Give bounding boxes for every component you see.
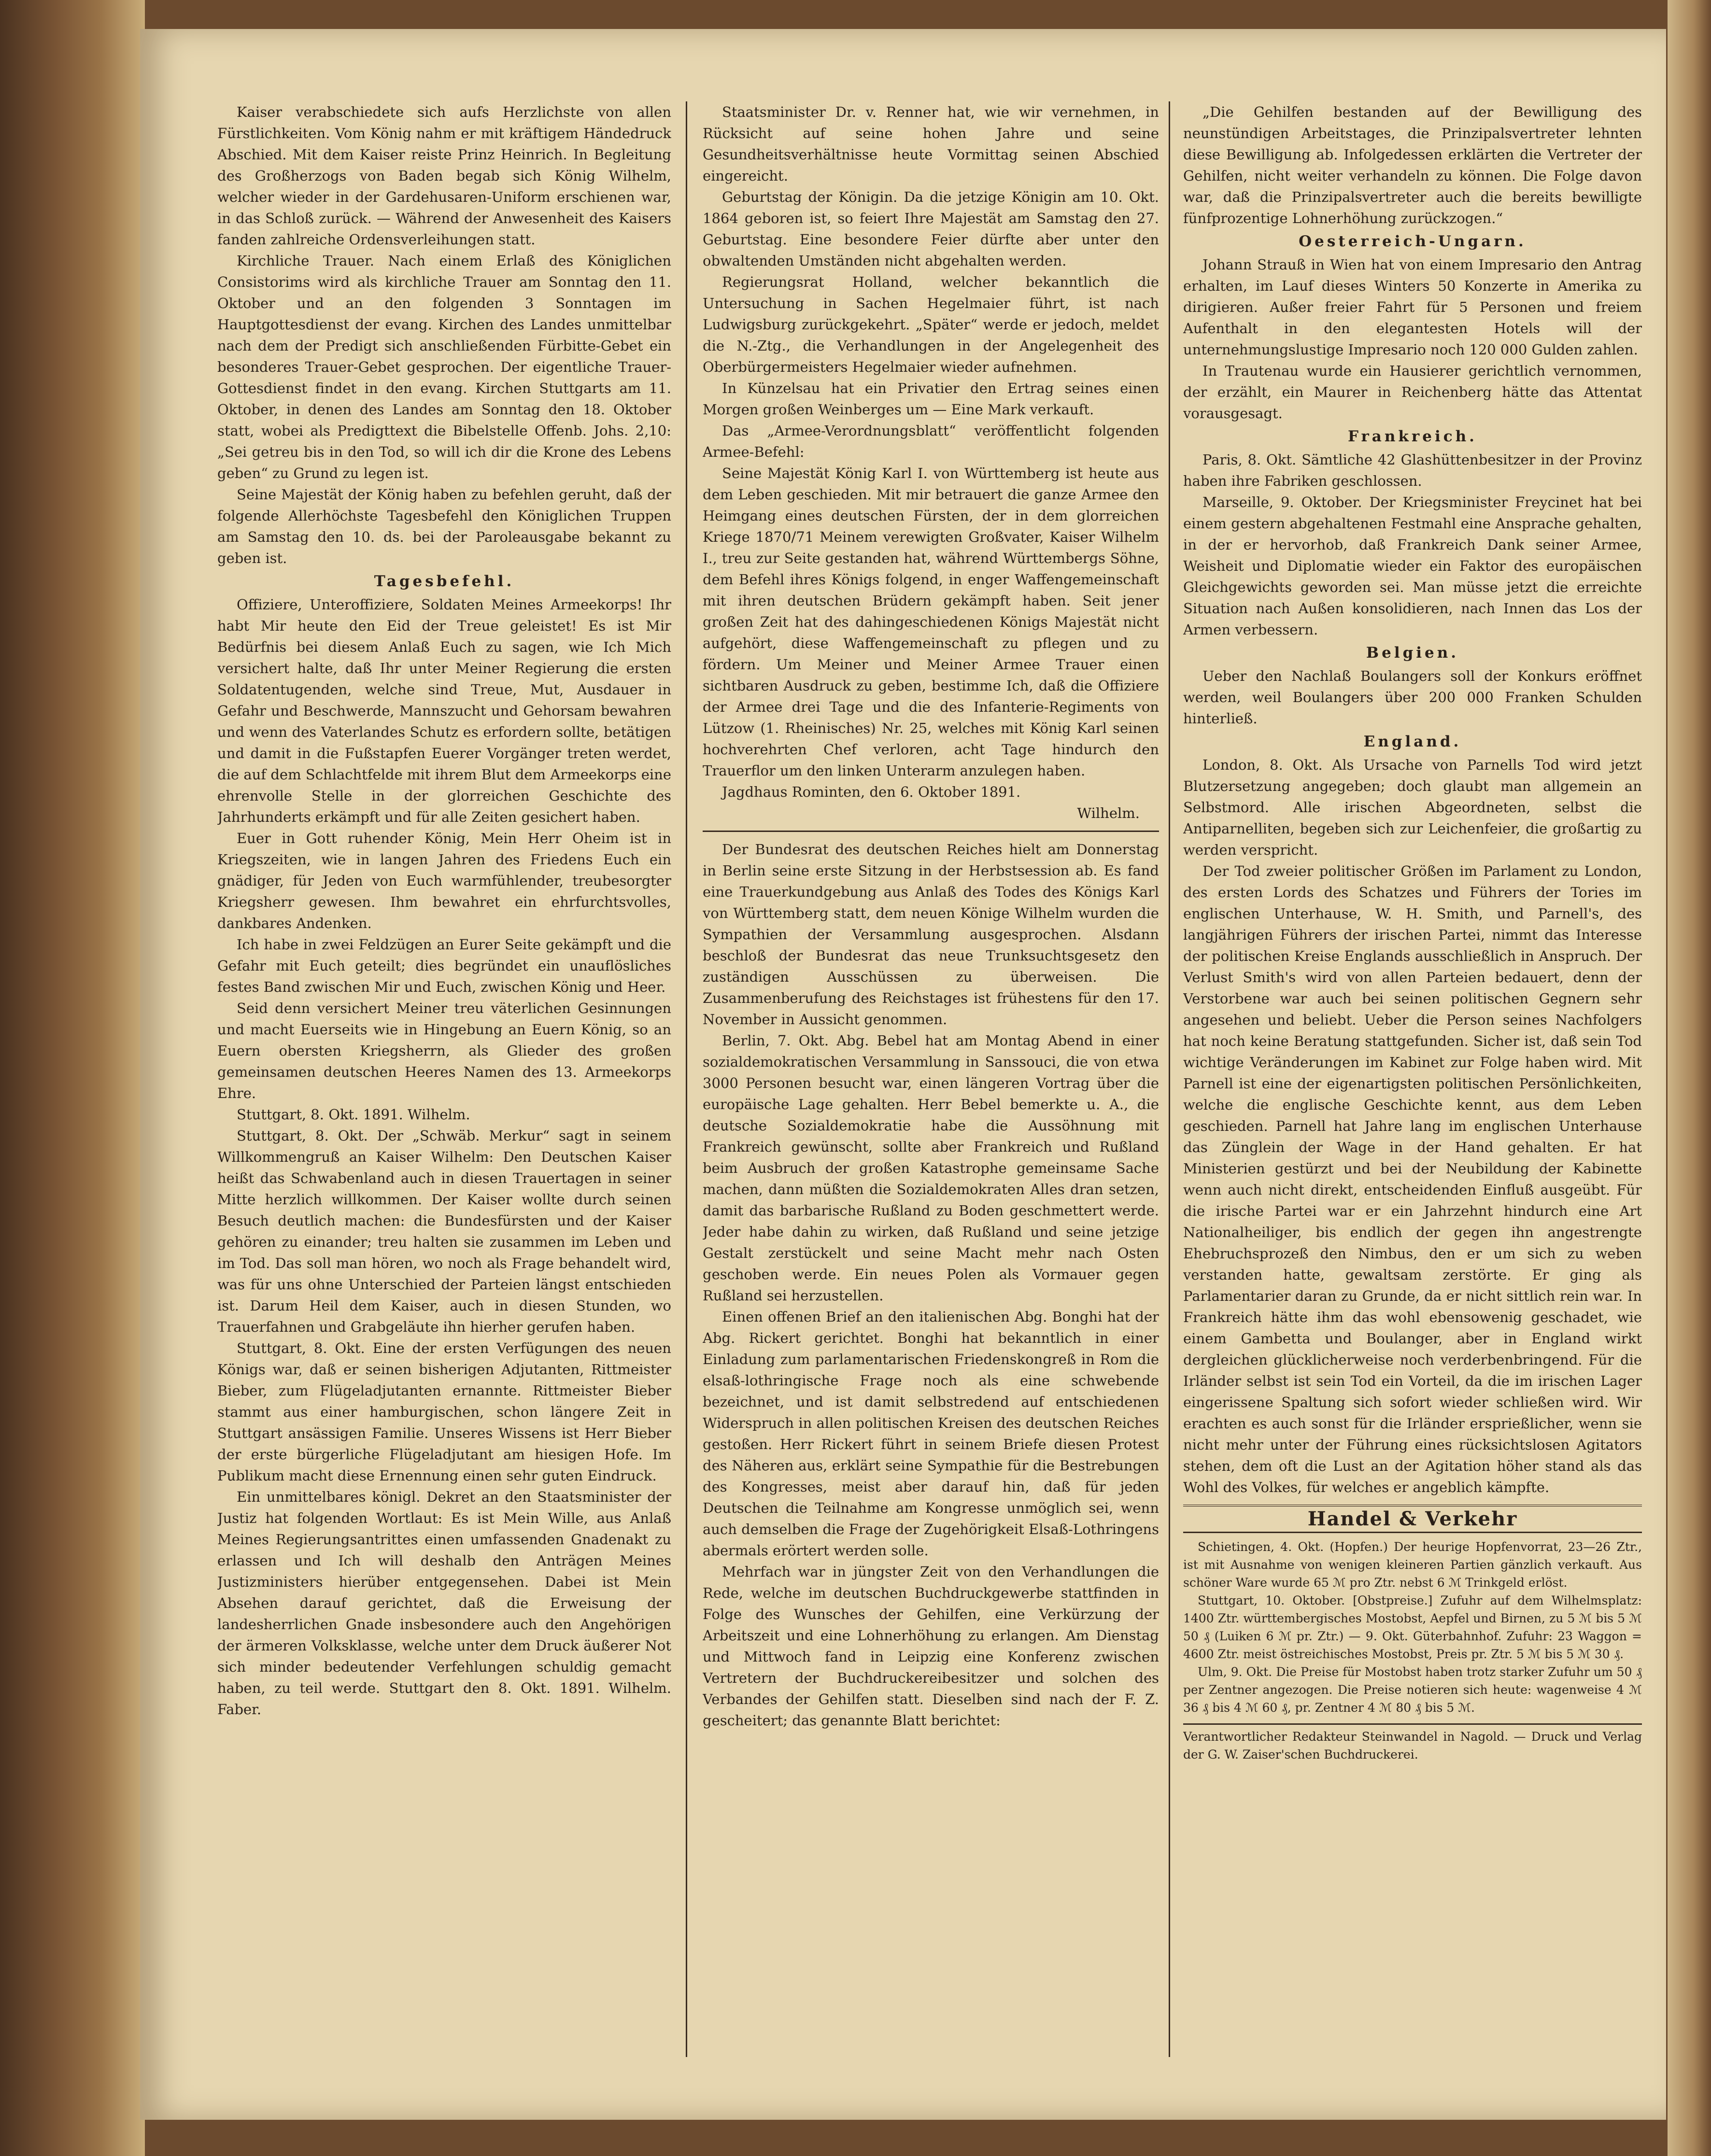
section-heading: Tagesbefehl.	[374, 573, 515, 590]
section-heading-handel: Handel & Verkehr	[1183, 1505, 1642, 1533]
market-report: Ulm, 9. Okt. Die Preise für Mostobst haben trotz starker Zufuhr um 50 ₰ per Zentner angezogen. Die Preise notieren sich heute: wagenweise 4 ℳ 36 ₰ bis 4 ℳ 60 ₰, pr. Zentner 4 ℳ 80 ₰ bis 5 ℳ.	[1183, 1665, 1642, 1715]
market-reports	[1183, 1538, 1642, 1717]
article-paragraph: Regierungsrat Holland, welcher bekanntlich die Untersuchung in Sachen Hegelmaier führt, ist nach Ludwigsburg zurückgekehrt. „Später“ werde er jedoch, meldet die N.-Ztg., die Verhandlungen in der Angelegenheit des Oberbürgermeisters Hegelmaier wieder aufnehmen.	[703, 274, 1159, 375]
book-binding-edge	[0, 0, 145, 2156]
article-paragraph: Marseille, 9. Oktober. Der Kriegsminister Freycinet hat bei einem gestern abgehaltenen Festmahl eine Ansprache gehalten, in der er hervorhob, daß Frankreich Dank seiner Armee, Weisheit und Diplomatie wieder ein Faktor des europäischen Gleichgewichts geworden sei. Man müsse jetzt die erreichte Situation nach Außen konsolidieren, nach Innen das Los der Armen verbessern.	[1183, 494, 1642, 638]
column-right	[1183, 101, 1642, 2043]
article-paragraph: Seine Majestät der König haben zu befehlen geruht, daß der folgende Allerhöchste Tagesbefehl den Königlichen Truppen am Samstag den 10. ds. bei der Paroleausgabe bekannt zu geben ist.	[217, 486, 671, 566]
divider	[703, 831, 1159, 832]
column-rule	[1169, 101, 1170, 2057]
article-paragraph: Der Bundesrat des deutschen Reiches hielt am Donnerstag in Berlin seine erste Sitzung in der Herbstsession ab. Es fand eine Trauerkundgebung aus Anlaß des Todes des Königs Karl von Württemberg statt, dem neuen Könige Wilhelm wurden die Sympathien der Versammlung ausgesprochen. Alsdann beschloß der Bundesrat das neue Trunksuchtsgesetz den zuständigen Ausschüssen zu überweisen. Die Zusammenberufung des Reichstages ist frühestens für den 17. November in Aussicht genommen.	[703, 841, 1159, 1028]
article-paragraph: „Die Gehilfen bestanden auf der Bewilligung des neunstündigen Arbeitstages, die Prinzipalsvertreter lehnten diese Bewilligung ab. Infolgedessen erklärten die Vertreter der Gehilfen, nicht weiter verhandeln zu können. Die Folge davon war, daß die Prinzipalsvertreter auch die bereits bewilligte fünfprozentige Lohnerhöhung zurückzogen.“	[1183, 104, 1642, 226]
article-paragraph: Ueber den Nachlaß Boulangers soll der Konkurs eröffnet werden, weil Boulangers über 200 000 Franken Schulden hinterließ.	[1183, 668, 1642, 727]
article-paragraph: In Trautenau wurde ein Hausierer gerichtlich vernommen, der erzählt, ein Maurer in Reichenberg hätte das Attentat vorausgesagt.	[1183, 363, 1642, 422]
article-paragraph: Stuttgart, 8. Okt. Der „Schwäb. Merkur“ sagt in seinem Willkommengruß an Kaiser Wilhelm: Den Deutschen Kaiser heißt das Schwabenland auch in diesen Trauertagen in seiner Mitte herzlich willkommen. Der Kaiser wollte durch seinen Besuch deutlich machen: die Bundesfürsten und der Kaiser gehören zu einander; treu halten sie zusammen im Leben und im Tod. Das soll man hören, wo noch als Frage behandelt wird, was für uns ohne Unterschied der Parteien längst entschieden ist. Darum Heil dem Kaiser, auch in diesen Stunden, wo Trauerfahnen und Grabgeläute ihn hierher gerufen haben.	[217, 1127, 671, 1335]
section-heading: Oesterreich-Ungarn.	[1299, 233, 1527, 250]
article-paragraph: Einen offenen Brief an den italienischen Abg. Bonghi hat der Abg. Rickert gerichtet. Bonghi hat bekanntlich in einer Einladung zum parlamentarischen Friedenskongreß in Rom die elsaß-lothringische Frage noch als eine schwebende bezeichnet, und ist damit selbstredend auf entschiedenen Widerspruch in allen politischen Kreisen des deutschen Reiches gestoßen. Herr Rickert führt in seinem Briefe diesen Protest des Näheren aus, erklärt seine Sympathie für die Bestrebungen des Kongresses, meist aber darauf hin, daß für jeden Deutschen die Teilnahme am Kongresse unmöglich sei, wenn auch demselben die Frage der Zugehörigkeit Elsaß-Lothringens abermals erörtert werden solle.	[703, 1309, 1159, 1559]
article-paragraph: Seine Majestät König Karl I. von Württemberg ist heute aus dem Leben geschieden. Mit mir betrauert die ganze Armee den Heimgang eines deutschen Fürsten, der in dem glorreichen Kriege 1870/71 Meinem verewigten Großvater, Kaiser Wilhelm I., treu zur Seite gestanden hat, während Württembergs Söhne, dem Befehl ihres Königs folgend, in enger Waffengemeinschaft mit ihren deutschen Brüdern gekämpft haben. Seit jener großen Zeit hat des dahingeschiedenen Königs Majestät nicht aufgehört, diese Waffengemeinschaft zu pflegen und zu fördern. Um Meiner und Meiner Armee Trauer einen sichtbaren Ausdruck zu geben, bestimme Ich, daß die Offiziere der Armee drei Tage und die des Infanterie-Regiments von Lützow (1. Rheinisches) Nr. 25, welches mit König Karl seinen hochverehrten Chef verloren, acht Tage hindurch den Trauerflor um den linken Unterarm anzulegen haben.	[703, 465, 1159, 779]
article-paragraph: Jagdhaus Rominten, den 6. Oktober 1891.	[722, 784, 1021, 800]
article-paragraph: Staatsminister Dr. v. Renner hat, wie wir vernehmen, in Rücksicht auf seine hohen Jahre und seine Gesundheitsverhältnisse heute Vormittag seinen Abschied eingereicht.	[703, 104, 1159, 184]
article-paragraph: London, 8. Okt. Als Ursache von Parnells Tod wird jetzt Blutzersetzung angegeben; doch glaubt man allgemein an Selbstmord. Alle irischen Abgeordneten, selbst die Antiparnelliten, begeben sich zur Leichenfeier, die großartig zu werden verspricht.	[1183, 757, 1642, 858]
article-paragraph: Paris, 8. Okt. Sämtliche 42 Glashüttenbesitzer in der Provinz haben ihre Fabriken geschlossen.	[1183, 451, 1642, 489]
article-paragraph: Das „Armee-Verordnungsblatt“ veröffentlicht folgenden Armee-Befehl:	[703, 423, 1159, 460]
market-report: Schietingen, 4. Okt. (Hopfen.) Der heurige Hopfenvorrat, 23—26 Ztr., ist mit Ausnahme von wenigen kleineren Partien gänzlich verkauft. Aus schöner Ware wurde 65 ℳ pro Ztr. nebst 6 ℳ Trinkgeld erlöst.	[1183, 1540, 1642, 1590]
article-paragraph: Mehrfach war in jüngster Zeit von den Verhandlungen die Rede, welche im deutschen Buchdruckgewerbe stattfinden in Folge des Wunsches der Gehilfen, eine Verkürzung der Arbeitszeit und eine Lohnerhöhung zu erlangen. Am Dienstag und Mittwoch fand in Leipzig eine Konferenz zwischen Vertretern der Buchdruckereibesitzer und solchen des Verbandes der Gehilfen statt. Dieselben sind nach der F. Z. gescheitert; das genannte Blatt berichtet:	[703, 1564, 1159, 1729]
column-left	[217, 101, 671, 2043]
article-paragraph: Kaiser verabschiedete sich aufs Herzlichste von allen Fürstlichkeiten. Vom König nahm er mit kräftigem Händedruck Abschied. Mit dem Kaiser reiste Prinz Heinrich. In Begleitung des Großherzogs von Baden begab sich König Wilhelm, welcher wieder in der Gardehusaren-Uniform erschienen war, in das Schloß zurück. — Während der Anwesenheit des Kaisers fanden zahlreiche Ordensverleihungen statt.	[217, 104, 671, 248]
article-paragraph: Der Tod zweier politischer Größen im Parlament zu London, des ersten Lords des Schatzes und Führers der Tories im englischen Unterhause, W. H. Smith, und Parnell's, des langjährigen Führers der irischen Partei, nimmt das Interesse der politischen Kreise Englands ausschließlich in Anspruch. Der Verlust Smith's wird von allen Parteien bedauert, denn der Verstorbene war auch bei seinen politischen Gegnern sehr angesehen und beliebt. Ueber die Person seines Nachfolgers hat noch keine Beratung stattgefunden. Sicher ist, daß sein Tod wichtige Veränderungen im Kabinet zur Folge haben wird. Mit Parnell ist eine der eigenartigsten politischen Persönlichkeiten, welche die englische Geschichte kennt, aus dem Leben geschieden. Parnell hat Jahre lang im englischen Unterhause das Zünglein der Wage in der Hand gehalten. Er hat Ministerien gestürzt und bei der Neubildung der Kabinette wenn auch nicht direkt, entscheidenden Einfluß ausgeübt. Für die irische Partei war er ein Jahrzehnt hindurch eine Art Nationalheiliger, bis endlich der gegen ihn angestrengte Ehebruchsprozeß den Nimbus, den er um sich zu weben verstanden hatte, gewaltsam zerstörte. Er ging als Parlamentarier daran zu Grunde, da er nicht sittlich rein war. In Frankreich hätte ihm das wohl ebensowenig geschadet, wie einem Gambetta und Boulanger, aber in England wirkt dergleichen glücklicherweise noch verderbenbringend. Für die Irländer selbst ist sein Tod ein Vorteil, da die im irischen Lager eingerissene Spaltung sich sofort wieder schließen wird. Wir erachten es auch sonst für die Irländer ersprießlicher, wenn sie nicht mehr unter der Führung eines rücksichtslosen Agitators stehen, dem oft die Lust an der Agitation höher stand als das Wohl des Volkes, für welches er angeblich kämpfte.	[1183, 863, 1642, 1495]
article-paragraph: Kirchliche Trauer. Nach einem Erlaß des Königlichen Consistorims wird als kirchliche Trauer am Sonntag den 11. Oktober und an den folgenden 3 Sonntagen im Hauptgottesdienst der evang. Kirchen des Landes unmittelbar nach dem der Predigt sich anschließenden Fürbitte-Gebet ein besonderes Trauer-Gebet gesprochen. Der eigentliche Trauer-Gottesdienst findet in den evang. Kirchen Stuttgarts am 11. Oktober, in denen des Landes am Sonntag den 18. Oktober statt, wobei als Predigttext die Bibelstelle Offenb. Johs. 2,10: „Sei getreu bis in den Tod, so will ich dir die Krone des Lebens geben“ zu Grund zu legen ist.	[217, 253, 671, 481]
signature-line: Wilhelm.	[1077, 805, 1140, 821]
article-paragraph: Stuttgart, 8. Okt. Eine der ersten Verfügungen des neuen Königs war, daß er seinen bisherigen Adjutanten, Rittmeister Bieber, zum Flügeladjutanten ernannte. Rittmeister Bieber stammt aus einer hamburgischen, schon längere Zeit in Stuttgart ansässigen Familie. Unseres Wissens ist Herr Bieber der erste bürgerliche Flügeladjutant am hiesigen Hofe. Im Publikum macht diese Ernennung einen sehr guten Eindruck.	[217, 1340, 671, 1484]
section-heading: Frankreich.	[1348, 428, 1477, 445]
article-paragraph: Euer in Gott ruhender König, Mein Herr Oheim ist in Kriegszeiten, wie in langen Jahren des Friedens Euch ein gnädiger, für Jeden von Euch warmfühlender, treubesorgter Kriegsherr gewesen. Ihm bewahret ein ehrfurchtsvolles, dankbares Andenken.	[217, 830, 671, 931]
next-page-edge	[1668, 0, 1711, 2156]
section-heading: England.	[1363, 733, 1462, 750]
article-paragraph: Berlin, 7. Okt. Abg. Bebel hat am Montag Abend in einer sozialdemokratischen Versammlung in Sanssouci, die von etwa 3000 Personen besucht war, einen längeren Vortrag über die europäische Lage gehalten. Herr Bebel bemerkte u. A., die deutsche Sozialdemokratie habe die Aussöhnung mit Frankreich gewünscht, sollte aber Frankreich und Rußland beim Ausbruch der großen Katastrophe gemeinsame Sache machen, dann müßten die Sozialdemokraten Alles dran setzen, damit das barbarische Rußland zu Boden geschmettert werde. Jeder habe dahin zu wirken, daß Rußland und seine jetzige Gestalt zerstückelt und seine Macht mehr nach Osten geschoben werde. Ein neues Polen als Vormauer gegen Rußland sei herzustellen.	[703, 1032, 1159, 1304]
column-middle	[703, 101, 1159, 2043]
article-paragraph: Ein unmittelbares königl. Dekret an den Staatsminister der Justiz hat folgenden Wortlaut: Es ist Mein Wille, aus Anlaß Meines Regierungsantrittes einen umfassenden Gnadenakt zu erlassen und Ich will deshalb den Anträgen Meines Justizministers hierüber entgegensehen. Dabei ist Mein Absehen darauf gerichtet, daß die Erweisung der landesherrlichen Gnade insbesondere auch den Angehörigen der ärmeren Volksklasse, welche unter dem Druck äußerer Not sich minder bedeutender Verfehlungen schuldig gemacht haben, zu teil werde. Stuttgart den 8. Okt. 1891. Wilhelm. Faber.	[217, 1489, 671, 1718]
newspaper-page	[140, 29, 1666, 2120]
article-paragraph: Ich habe in zwei Feldzügen an Eurer Seite gekämpft und die Gefahr mit Euch geteilt; dies begründet ein unauflösliches festes Band zwischen Mir und Euch, zwischen König und Heer.	[217, 936, 671, 995]
section-heading: Belgien.	[1366, 644, 1459, 662]
market-report: Stuttgart, 10. Oktober. [Obstpreise.] Zufuhr auf dem Wilhelmsplatz: 1400 Ztr. württembergisches Mostobst, Aepfel und Birnen, zu 5 ℳ bis 5 ℳ 50 ₰ (Luiken 6 ℳ pr. Ztr.) — 9. Okt. Güterbahnhof. Zufuhr: 23 Waggon = 4600 Ztr. meist östreichisches Mostobst, Preis pr. Ztr. 5 ℳ bis 5 ℳ 30 ₰.	[1183, 1593, 1642, 1661]
column-right-articles	[1183, 101, 1642, 1498]
article-paragraph: In Künzelsau hat ein Privatier den Ertrag seines einen Morgen großen Weinberges um — Eine Mark verkauft.	[703, 380, 1159, 418]
article-paragraph: Geburtstag der Königin. Da die jetzige Königin am 10. Okt. 1864 geboren ist, so feiert Ihre Majestät am Samstag den 27. Geburtstag. Eine besondere Feier dürfte aber unter den obwaltenden Umständen nicht abgehalten werden.	[703, 189, 1159, 269]
column-rule	[686, 101, 687, 2057]
article-paragraph: Stuttgart, 8. Okt. 1891. Wilhelm.	[237, 1106, 470, 1123]
article-paragraph: Johann Strauß in Wien hat von einem Impresario den Antrag erhalten, im Lauf dieses Winters 50 Konzerte in Amerika zu dirigieren. Außer freier Fahrt für 5 Personen und freiem Aufenthalt in den elegantesten Hotels will der unternehmungslustige Impresario noch 120 000 Gulden zahlen.	[1183, 256, 1642, 358]
article-paragraph: Offiziere, Unteroffiziere, Soldaten Meines Armeekorps! Ihr habt Mir heute den Eid der Treue geleistet! Es ist Mir Bedürfnis bei diesem Anlaß Euch zu sagen, wie Ich Mich versichert halte, daß Ihr unter Meiner Regierung die ersten Soldatentugenden, welche sind Treue, Mut, Ausdauer in Gefahr und Beschwerde, Mannszucht und Gehorsam bewahren und wenn des Vaterlandes Schutz es erfordern sollte, betätigen und damit in die Fußstapfen Euerer Vorgänger treten werdet, die auf dem Schlachtfelde mit ihrem Blut dem Armeekorps eine ehrenvolle Stelle in der glorreichen Geschichte des Jahrhunderts erkämpft und für alle Zeiten gesichert haben.	[217, 596, 671, 825]
article-paragraph: Seid denn versichert Meiner treu väterlichen Gesinnungen und macht Euerseits wie in Hingebung an Euern König, so an Euern obersten Kriegsherrn, als Glieder des großen gemeinsamen deutschen Heeres Namen des 13. Armeekorps Ehre.	[217, 1000, 671, 1101]
imprint-line: Verantwortlicher Redakteur Steinwandel in Nagold. — Druck und Verlag der G. W. Zaiser'schen Buchdruckerei.	[1183, 1723, 1642, 1763]
